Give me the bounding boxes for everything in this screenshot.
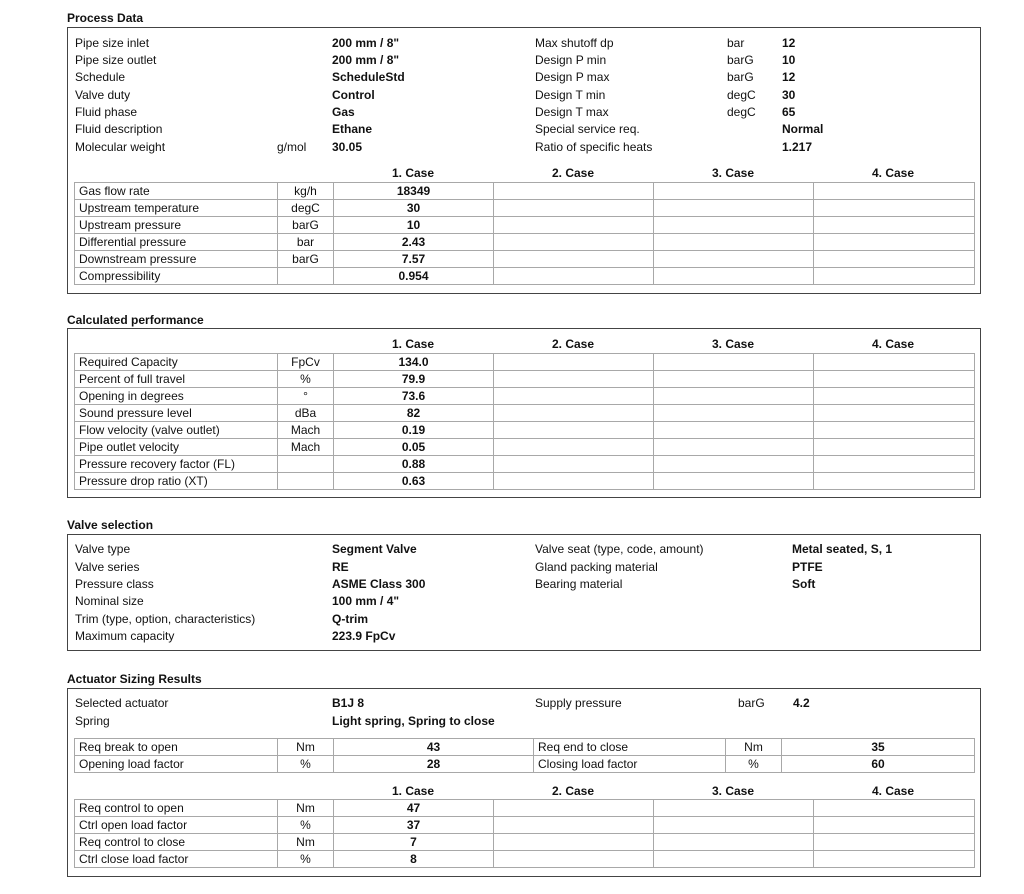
case2-value — [494, 851, 654, 868]
case3-value — [654, 834, 814, 851]
field-value: 30.05 — [332, 140, 363, 154]
selected-actuator-value: B1J 8 — [332, 696, 365, 710]
row-unit: Mach — [278, 422, 334, 439]
case3-value — [654, 473, 814, 490]
row-label: Opening in degrees — [75, 388, 278, 405]
field-value: 12 — [782, 70, 796, 84]
case1-value: 82 — [334, 405, 494, 422]
row-unit: Mach — [278, 439, 334, 456]
case-header-2: 2. Case — [551, 337, 595, 351]
row-unit: % — [278, 756, 334, 773]
process-cases-table — [74, 182, 975, 285]
field-label: Special service req. — [535, 122, 640, 136]
case2-value — [494, 473, 654, 490]
case2-value — [494, 405, 654, 422]
case4-value — [814, 473, 975, 490]
table-row — [75, 851, 975, 868]
field-value: 65 — [782, 105, 796, 119]
field-value: 200 mm / 8" — [332, 36, 400, 50]
row-unit: ° — [278, 388, 334, 405]
row-label: Sound pressure level — [75, 405, 278, 422]
field-unit: bar — [727, 36, 745, 50]
row-unit: % — [726, 756, 782, 773]
field-label: Design T min — [535, 88, 606, 102]
case3-value — [654, 851, 814, 868]
field-label: Maximum capacity — [75, 629, 175, 643]
case4-value — [814, 456, 975, 473]
row-unit: bar — [278, 234, 334, 251]
field-value: 30 — [782, 88, 796, 102]
row-value: 28 — [334, 756, 534, 773]
case-header-1: 1. Case — [391, 784, 435, 798]
case2-value — [494, 354, 654, 371]
case2-value — [494, 834, 654, 851]
row-label: Req break to open — [75, 739, 278, 756]
table-row — [75, 217, 975, 234]
row-unit — [278, 268, 334, 285]
supply-pressure-value: 4.2 — [793, 696, 810, 710]
case-header-3: 3. Case — [711, 784, 755, 798]
field-unit: barG — [727, 53, 754, 67]
field-value: ScheduleStd — [332, 70, 405, 84]
row-unit: degC — [278, 200, 334, 217]
field-value: Gas — [332, 105, 355, 119]
row-label: Req end to close — [534, 739, 726, 756]
case2-value — [494, 388, 654, 405]
spring-value: Light spring, Spring to close — [332, 714, 495, 728]
field-label: Valve type — [75, 542, 131, 556]
case1-value: 7 — [334, 834, 494, 851]
case-header-3: 3. Case — [711, 166, 755, 180]
case2-value — [494, 183, 654, 200]
field-label: Valve series — [75, 560, 140, 574]
row-label: Required Capacity — [75, 354, 278, 371]
case4-value — [814, 817, 975, 834]
table-row — [75, 422, 975, 439]
case2-value — [494, 268, 654, 285]
case2-value — [494, 422, 654, 439]
case-header-4: 4. Case — [871, 784, 915, 798]
case1-value: 134.0 — [334, 354, 494, 371]
case1-value: 0.19 — [334, 422, 494, 439]
case4-value — [814, 354, 975, 371]
row-label: Pressure recovery factor (FL) — [75, 456, 278, 473]
field-label: Schedule — [75, 70, 126, 84]
row-unit: Nm — [278, 739, 334, 756]
field-value: Metal seated, S, 1 — [792, 542, 893, 556]
field-unit: barG — [727, 70, 754, 84]
field-value: Segment Valve — [332, 542, 417, 556]
case4-value — [814, 268, 975, 285]
case4-value — [814, 217, 975, 234]
field-label: Design T max — [535, 105, 609, 119]
field-label: Ratio of specific heats — [535, 140, 653, 154]
field-value: 1.217 — [782, 140, 813, 154]
case1-value: 2.43 — [334, 234, 494, 251]
field-label: Design P max — [535, 70, 610, 84]
supply-pressure-unit: barG — [738, 696, 765, 710]
row-label: Percent of full travel — [75, 371, 278, 388]
supply-pressure-label: Supply pressure — [535, 696, 622, 710]
case2-value — [494, 251, 654, 268]
table-row — [75, 817, 975, 834]
row-unit: % — [278, 851, 334, 868]
field-label: Trim (type, option, characteristics) — [75, 612, 256, 626]
valve-selection-title: Valve selection — [67, 518, 154, 532]
row-unit: % — [278, 371, 334, 388]
case3-value — [654, 200, 814, 217]
row-label: Opening load factor — [75, 756, 278, 773]
case-header-1: 1. Case — [391, 166, 435, 180]
field-value: 223.9 FpCv — [332, 629, 396, 643]
row-label: Req control to close — [75, 834, 278, 851]
field-label: Valve seat (type, code, amount) — [535, 542, 704, 556]
field-value: PTFE — [792, 560, 823, 574]
case3-value — [654, 371, 814, 388]
case1-value: 8 — [334, 851, 494, 868]
table-row — [75, 834, 975, 851]
field-value: 200 mm / 8" — [332, 53, 400, 67]
case4-value — [814, 388, 975, 405]
table-row — [75, 371, 975, 388]
case-header-2: 2. Case — [551, 166, 595, 180]
row-unit: barG — [278, 251, 334, 268]
field-value: Q-trim — [332, 612, 368, 626]
case4-value — [814, 834, 975, 851]
table-row — [75, 439, 975, 456]
field-value: Control — [332, 88, 375, 102]
case1-value: 47 — [334, 800, 494, 817]
row-unit: Nm — [278, 834, 334, 851]
case1-value: 30 — [334, 200, 494, 217]
case2-value — [494, 817, 654, 834]
field-value: Ethane — [332, 122, 373, 136]
spring-label: Spring — [75, 714, 110, 728]
field-label: Fluid phase — [75, 105, 138, 119]
field-value: 100 mm / 4" — [332, 594, 400, 608]
table-row — [75, 473, 975, 490]
field-label: Molecular weight — [75, 140, 166, 154]
row-value: 60 — [782, 756, 975, 773]
case-header-4: 4. Case — [871, 337, 915, 351]
selected-actuator-label: Selected actuator — [75, 696, 169, 710]
table-row — [75, 234, 975, 251]
case-header-2: 2. Case — [551, 784, 595, 798]
table-row — [75, 354, 975, 371]
case4-value — [814, 422, 975, 439]
case3-value — [654, 405, 814, 422]
field-unit: degC — [727, 88, 756, 102]
case3-value — [654, 251, 814, 268]
field-value: RE — [332, 560, 349, 574]
field-value: ASME Class 300 — [332, 577, 426, 591]
case3-value — [654, 456, 814, 473]
performance-table — [74, 353, 975, 490]
case4-value — [814, 234, 975, 251]
row-label: Downstream pressure — [75, 251, 278, 268]
row-label: Pipe outlet velocity — [75, 439, 278, 456]
row-label: Pressure drop ratio (XT) — [75, 473, 278, 490]
case1-value: 0.05 — [334, 439, 494, 456]
field-value: 10 — [782, 53, 796, 67]
case2-value — [494, 439, 654, 456]
row-unit: dBa — [278, 405, 334, 422]
table-row — [75, 456, 975, 473]
row-label: Gas flow rate — [75, 183, 278, 200]
field-label: Pressure class — [75, 577, 154, 591]
field-label: Nominal size — [75, 594, 144, 608]
case3-value — [654, 422, 814, 439]
row-label: Compressibility — [75, 268, 278, 285]
case4-value — [814, 405, 975, 422]
case2-value — [494, 217, 654, 234]
table-row — [75, 268, 975, 285]
field-label: Gland packing material — [535, 560, 658, 574]
case3-value — [654, 388, 814, 405]
row-unit — [278, 473, 334, 490]
field-unit: g/mol — [277, 140, 307, 154]
row-label: Differential pressure — [75, 234, 278, 251]
row-label: Upstream temperature — [75, 200, 278, 217]
case4-value — [814, 200, 975, 217]
row-unit: barG — [278, 217, 334, 234]
case3-value — [654, 800, 814, 817]
row-label: Flow velocity (valve outlet) — [75, 422, 278, 439]
field-label: Pipe size inlet — [75, 36, 150, 50]
case3-value — [654, 817, 814, 834]
case4-value — [814, 800, 975, 817]
case-header-1: 1. Case — [391, 337, 435, 351]
case2-value — [494, 800, 654, 817]
case1-value: 18349 — [334, 183, 494, 200]
case3-value — [654, 217, 814, 234]
performance-title: Calculated performance — [67, 313, 204, 327]
row-label: Upstream pressure — [75, 217, 278, 234]
case1-value: 10 — [334, 217, 494, 234]
field-label: Max shutoff dp — [535, 36, 614, 50]
case4-value — [814, 439, 975, 456]
field-label: Valve duty — [75, 88, 131, 102]
case4-value — [814, 371, 975, 388]
field-value: Normal — [782, 122, 824, 136]
row-label: Closing load factor — [534, 756, 726, 773]
row-label: Ctrl close load factor — [75, 851, 278, 868]
case3-value — [654, 234, 814, 251]
case3-value — [654, 183, 814, 200]
field-label: Fluid description — [75, 122, 163, 136]
actuator-torque-table — [74, 738, 975, 773]
case3-value — [654, 268, 814, 285]
row-unit: % — [278, 817, 334, 834]
case4-value — [814, 251, 975, 268]
case-header-4: 4. Case — [871, 166, 915, 180]
row-value: 43 — [334, 739, 534, 756]
row-unit: FpCv — [278, 354, 334, 371]
actuator-title: Actuator Sizing Results — [67, 672, 202, 686]
case4-value — [814, 851, 975, 868]
field-unit: degC — [727, 105, 756, 119]
row-unit: Nm — [278, 800, 334, 817]
table-row — [75, 183, 975, 200]
row-label: Ctrl open load factor — [75, 817, 278, 834]
row-unit: Nm — [726, 739, 782, 756]
case1-value: 7.57 — [334, 251, 494, 268]
row-unit: kg/h — [278, 183, 334, 200]
field-value: Soft — [792, 577, 816, 591]
case1-value: 79.9 — [334, 371, 494, 388]
table-row — [75, 251, 975, 268]
row-value: 35 — [782, 739, 975, 756]
field-label: Design P min — [535, 53, 607, 67]
table-row — [75, 200, 975, 217]
case1-value: 0.88 — [334, 456, 494, 473]
field-value: 12 — [782, 36, 796, 50]
row-label: Req control to open — [75, 800, 278, 817]
case4-value — [814, 183, 975, 200]
row-unit — [278, 456, 334, 473]
case1-value: 37 — [334, 817, 494, 834]
case-header-3: 3. Case — [711, 337, 755, 351]
table-row — [75, 756, 975, 773]
case1-value: 0.63 — [334, 473, 494, 490]
actuator-cases-table — [74, 799, 975, 868]
table-row — [75, 739, 975, 756]
process-data-title: Process Data — [67, 11, 144, 25]
case2-value — [494, 456, 654, 473]
case2-value — [494, 371, 654, 388]
case3-value — [654, 439, 814, 456]
case1-value: 73.6 — [334, 388, 494, 405]
case2-value — [494, 200, 654, 217]
field-label: Bearing material — [535, 577, 623, 591]
table-row — [75, 388, 975, 405]
table-row — [75, 405, 975, 422]
case1-value: 0.954 — [334, 268, 494, 285]
table-row — [75, 800, 975, 817]
field-label: Pipe size outlet — [75, 53, 157, 67]
case3-value — [654, 354, 814, 371]
case2-value — [494, 234, 654, 251]
